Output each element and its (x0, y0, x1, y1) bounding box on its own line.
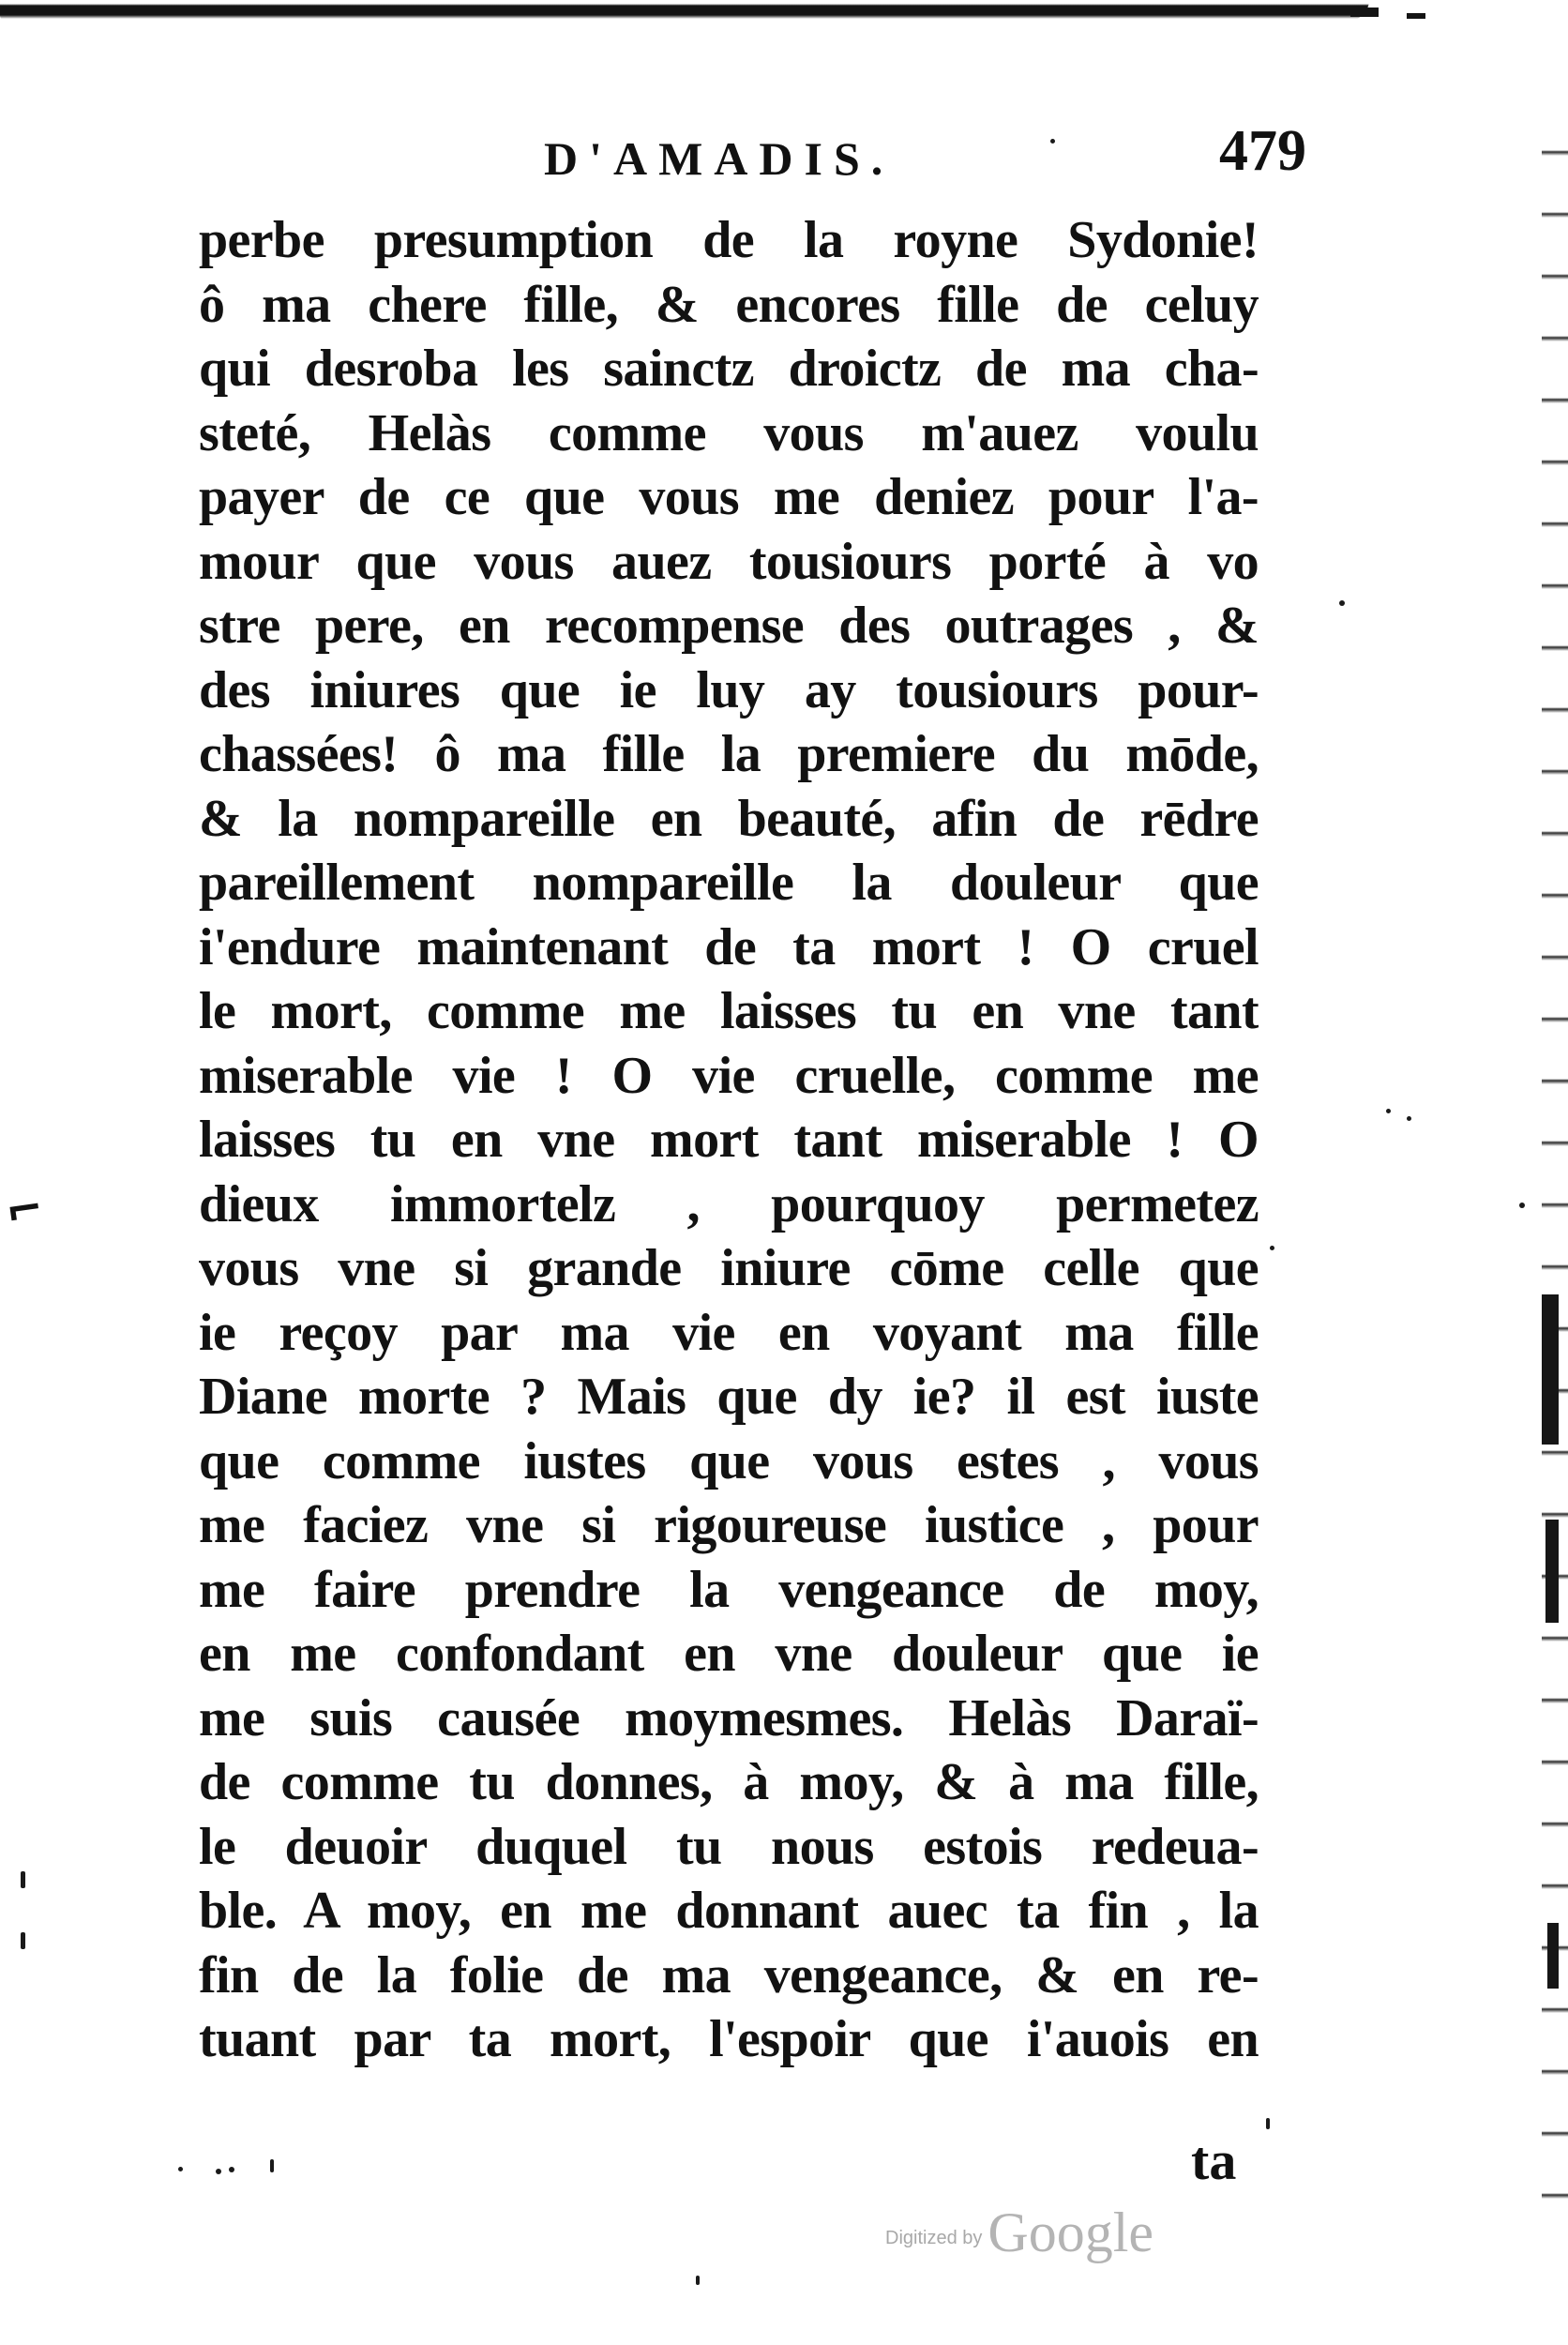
text-line: Diane morte ? Mais que dy ie? il est iuste (199, 1368, 1259, 1426)
ink-speck (21, 1871, 25, 1888)
text-line: me faciez vne si rigoureuse iustice , pour (199, 1496, 1259, 1554)
running-head: D'AMADIS. (544, 132, 895, 185)
top-page-edge-shadow (0, 0, 1369, 21)
text-line: i'endure maintenant de ta mort ! O cruel (199, 917, 1259, 976)
text-line: payer de ce que vous me deniez pour l'a- (199, 468, 1259, 526)
ink-speck (1519, 1203, 1525, 1208)
text-line: de comme tu donnes, à moy, & à ma fille, (199, 1753, 1259, 1811)
text-line: perbe presumption de la royne Sydonie! (199, 211, 1259, 269)
text-line: me suis causée moymesmes. Helàs Daraï- (199, 1688, 1259, 1747)
ink-speck (1407, 1116, 1411, 1121)
watermark-brand: Google (988, 2201, 1154, 2263)
ink-speck (1339, 600, 1345, 606)
watermark-prefix: Digitized by (885, 2228, 983, 2248)
text-line: des iniures que ie luy ay tousiours pour- (199, 660, 1259, 719)
text-line: mour que vous auez tousiours porté à vo (199, 532, 1259, 591)
ink-speck (216, 2169, 221, 2174)
text-line: steté, Helàs comme vous m'auez voulu (199, 403, 1259, 462)
ink-speck (178, 2167, 183, 2171)
text-line: qui desroba les sainctz droictz de ma cha- (199, 340, 1259, 398)
text-line: & la nompareille en beauté, afin de rēdre (199, 789, 1259, 848)
edge-speck (1407, 13, 1425, 19)
text-line: laisses tu en vne mort tant miserable ! O (199, 1111, 1259, 1169)
text-line: vous vne si grande iniure cōme celle que (199, 1239, 1259, 1297)
body-text (199, 208, 1259, 2072)
ink-speck (270, 2159, 274, 2172)
text-line: ô ma chere fille, & encores fille de celuy (199, 275, 1259, 334)
ink-speck (21, 1932, 25, 1949)
edge-speck (1350, 8, 1379, 17)
right-edge-mark (1547, 1923, 1559, 1989)
text-line: dieux immortelz , pourquoy permetez (199, 1174, 1259, 1233)
catchword: ta (1191, 2130, 1237, 2191)
ink-speck (1050, 139, 1055, 144)
text-line: le mort, comme me laisses tu en vne tant (199, 982, 1259, 1040)
text-line: en me confondant en vne douleur que ie (199, 1625, 1259, 1683)
text-line: stre pere, en recompense des outrages , & (199, 597, 1259, 655)
ink-speck (229, 2167, 234, 2172)
text-line: ble. A moy, en me donnant auec ta fin , la (199, 1882, 1259, 1940)
text-line: tuant par ta mort, l'espoir que i'auois en (199, 2010, 1259, 2068)
ink-speck (696, 2276, 700, 2285)
ink-speck (1386, 1109, 1391, 1113)
text-line: pareillement nompareille la douleur que (199, 854, 1259, 912)
text-line: ie reçoy par ma vie en voyant ma fille (199, 1303, 1259, 1362)
ink-speck (1270, 1246, 1274, 1250)
margin-mark: ⌐ (2, 1181, 47, 1239)
text-line: fin de la folie de ma vengeance, & en re- (199, 1945, 1259, 2005)
ink-speck (1266, 2118, 1270, 2129)
right-edge-mark (1542, 1294, 1559, 1445)
page-number: 479 (1219, 119, 1306, 183)
text-line: me faire prendre la vengeance de moy, (199, 1560, 1259, 1619)
google-watermark (885, 2201, 1153, 2265)
text-line: chassées! ô ma fille la premiere du mōde, (199, 725, 1259, 783)
text-line: miserable vie ! O vie cruelle, comme me (199, 1046, 1259, 1105)
text-line: le deuoir duquel tu nous estois redeua- (199, 1817, 1259, 1876)
right-edge-mark (1545, 1520, 1559, 1623)
text-line: que comme iustes que vous estes , vous (199, 1431, 1259, 1490)
